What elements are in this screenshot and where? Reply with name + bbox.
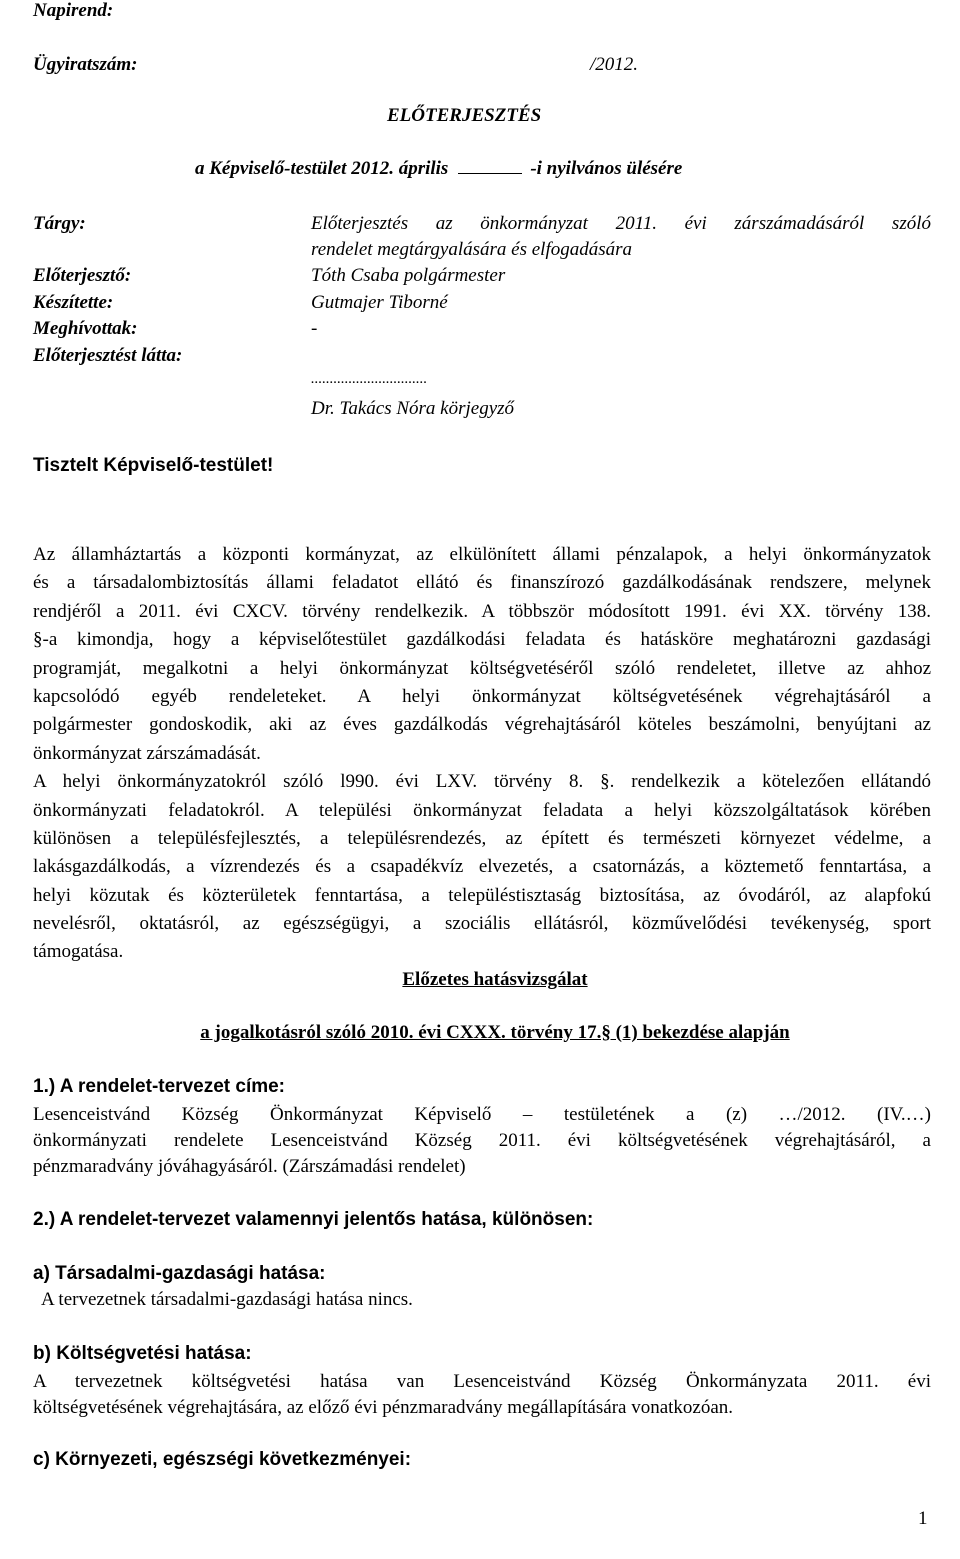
body-line: támogatása.: [33, 941, 124, 963]
meeting-prefix: a Képviselő-testület 2012. április: [195, 158, 449, 179]
body-text: [33, 541, 931, 967]
presenter-label: Előterjesztő:: [33, 265, 132, 286]
prepared-by-value: Gutmajer Tiborné: [311, 292, 448, 313]
reviewed-by-label: Előterjesztést látta:: [33, 345, 183, 366]
body-line: lakásgazdálkodás, a vízrendezés és a csapadékvíz elvezetés, a csatornázás, a köztemető fenntartása, a: [33, 856, 931, 878]
body-line: polgármester gondoskodik, aki az éves gazdálkodás végrehajtásáról köteles beszámolni, benyújtani az: [33, 714, 931, 736]
section-b-line: költségvetésének végrehajtására, az előző évi pénzmaradvány megállapítására vonatkozóan.: [33, 1397, 734, 1418]
body-line: rendjéről a 2011. évi CXCV. törvény rendelkezik. A többször módosított 1991. évi XX. törvény 138.: [33, 600, 931, 622]
impact-heading: Előzetes hatásvizsgálat: [402, 969, 588, 990]
section-1-line: pénzmaradvány jóváhagyásáról. (Zárszámadási rendelet): [33, 1156, 466, 1178]
body-line: önkormányzati feladatokról. A települési önkormányzat feladata a helyi közszolgáltatások körében: [33, 799, 931, 821]
section-c-title: c) Környezeti, egészségi következményei:: [33, 1449, 412, 1470]
invitees-value: -: [311, 318, 318, 339]
section-1-line: Lesenceistvánd Község Önkormányzat Képviselő – testületének a (z) …/2012. (IV.…): [33, 1104, 931, 1125]
subject-label: Tárgy:: [33, 213, 86, 234]
body-line: §-a kimondja, hogy a képviselőtestület gazdálkodási feladata és hatásköre meghatározni gazdasági: [33, 629, 931, 651]
body-line: Az államháztartás a központi kormányzat, az elkülönített állami pénzalapok, a helyi önkormányzatok: [33, 544, 931, 565]
body-line: önkormányzat zárszámadását.: [33, 742, 261, 764]
body-line: A helyi önkormányzatokról szóló l990. évi LXV. törvény 8. §. rendelkezik a kötelezően ellátandó: [33, 771, 931, 793]
invitees-label: Meghívottak:: [33, 318, 138, 339]
section-b-line: A tervezetnek költségvetési hatása van Lesenceistvánd Község Önkormányzata 2011. évi: [33, 1371, 931, 1392]
subject-value-line2: rendelet megtárgyalására és elfogadására: [311, 239, 633, 260]
presenter-value: Tóth Csaba polgármester: [311, 265, 506, 286]
section-1-text: [33, 1102, 931, 1181]
section-2-title: 2.) A rendelet-tervezet valamennyi jelentős hatása, különösen:: [33, 1209, 594, 1230]
section-1-line: önkormányzati rendelete Lesenceistvánd Község 2011. évi költségvetésének végrehajtásáról, a: [33, 1130, 931, 1152]
body-line: különösen a településfejlesztés, a településrendezés, az épített és természeti környezet védelme, a: [33, 827, 931, 849]
body-line: kapcsolódó egyéb rendeleteket. A helyi önkormányzat költségvetésének végrehajtásáról a: [33, 685, 931, 707]
impact-subheading: a jogalkotásról szóló 2010. évi CXXX. törvény 17.§ (1) bekezdése alapján: [200, 1022, 790, 1043]
meeting-line: [195, 158, 682, 180]
section-a-text: A tervezetnek társadalmi-gazdasági hatása nincs.: [41, 1289, 413, 1310]
section-1-title: 1.) A rendelet-tervezet címe:: [33, 1076, 286, 1097]
section-b-text: [33, 1369, 931, 1421]
page-number: 1: [918, 1508, 928, 1529]
signature-name: Dr. Takács Nóra körjegyző: [311, 398, 515, 419]
body-line: programját, megalkotni a helyi önkormányzat költségvetéséről szóló rendeletet, illetve az ahhoz: [33, 657, 931, 679]
agenda-label: Napirend:: [33, 0, 114, 21]
meeting-suffix: -i nyilvános ülésére: [530, 158, 683, 179]
file-number-value: /2012.: [590, 54, 639, 75]
file-number-label: Ügyiratszám:: [33, 54, 138, 75]
section-a-title: a) Társadalmi-gazdasági hatása:: [33, 1263, 326, 1284]
subject-value-line1: Előterjesztés az önkormányzat 2011. évi zárszámadásáról szóló: [311, 213, 931, 234]
prepared-by-label: Készítette:: [33, 292, 114, 313]
body-line: helyi közutak és közterületek fenntartása, a településtisztaság biztosítása, az óvodáról, az alapfokú: [33, 884, 931, 906]
greeting: Tisztelt Képviselő-testület!: [33, 455, 274, 476]
signature-dots: ...............................: [311, 371, 428, 387]
document-title: ELŐTERJESZTÉS: [387, 105, 542, 126]
body-line: és a társadalombiztosítás állami feladatot ellátó és finanszírozó gazdálkodásának rendszere, melynek: [33, 572, 931, 594]
date-blank: [458, 158, 522, 174]
body-line: nevelésről, oktatásról, az egészségügyi, a szociális ellátásról, közművelődési tevékenység, sport: [33, 913, 931, 935]
section-b-title: b) Költségvetési hatása:: [33, 1343, 252, 1364]
